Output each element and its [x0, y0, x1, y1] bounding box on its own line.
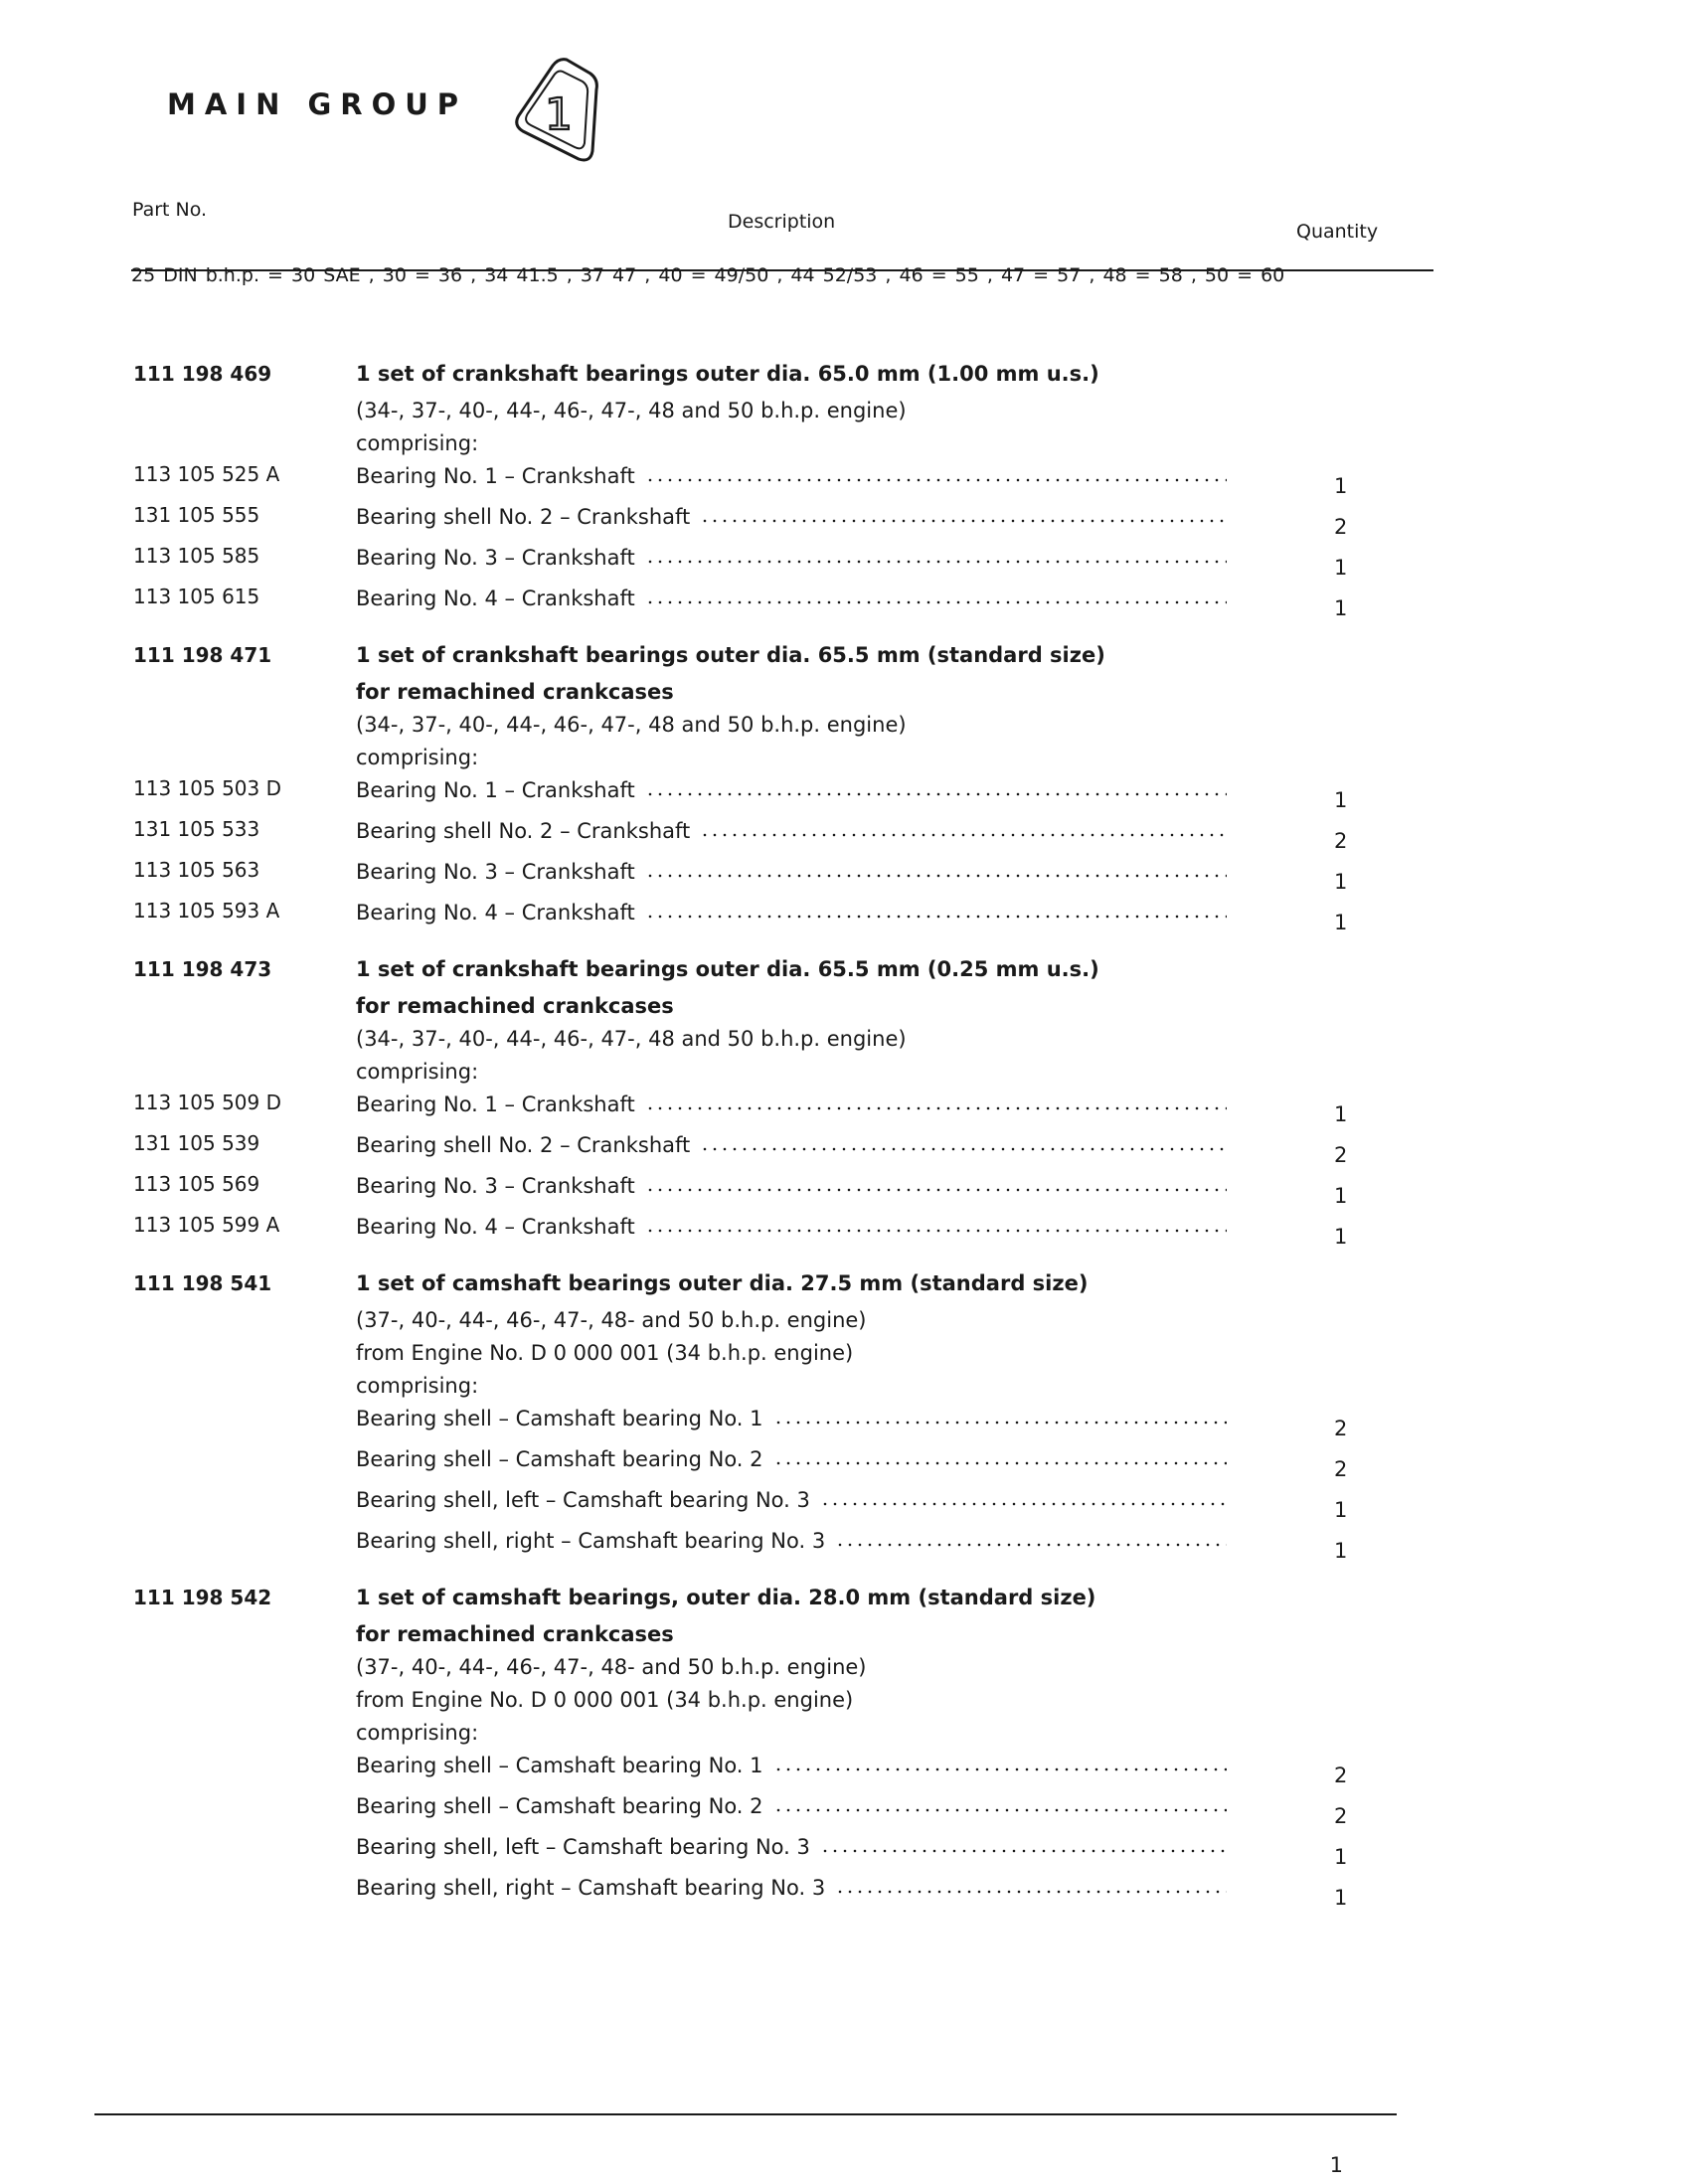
dot-leader	[645, 874, 1227, 878]
item-part-number: 113 105 593 A	[133, 899, 280, 923]
item-description-leader	[356, 1447, 1227, 1471]
item-description-leader	[356, 901, 1227, 924]
item-description-leader	[356, 1835, 1227, 1859]
part-row	[111, 1484, 1384, 1525]
bearing-set	[111, 1271, 1384, 1566]
item-description: Bearing No. 4 – Crankshaft	[356, 1215, 635, 1239]
dot-leader	[645, 560, 1227, 564]
bearing-set	[111, 1586, 1384, 1913]
part-row	[111, 1525, 1384, 1566]
item-quantity: 1	[1334, 788, 1348, 812]
item-description-leader	[356, 587, 1227, 610]
column-part-no: Part No.	[132, 199, 208, 221]
dot-leader	[700, 519, 1227, 523]
set-title: 1 set of camshaft bearings outer dia. 27.5 mm (standard size)	[356, 1271, 1089, 1295]
item-quantity: 2	[1334, 1804, 1348, 1828]
set-header	[111, 362, 1384, 395]
part-row	[111, 1403, 1384, 1443]
item-description: Bearing No. 1 – Crankshaft	[356, 464, 635, 488]
column-quantity: Quantity	[1296, 221, 1379, 243]
group-number: 1	[545, 89, 573, 140]
part-row	[111, 856, 1384, 897]
hp-equivalents: 25 DIN b.h.p. = 30 SAE , 30 = 36 , 34 41.5 , 37 47 , 40 = 49/50 , 44 52/53 , 46 = 55 , 47 = 57 , 48 = 58 , 50 = 60	[131, 264, 1285, 286]
item-part-number: 113 105 585	[133, 544, 260, 568]
item-description: Bearing shell No. 2 – Crankshaft	[356, 1133, 691, 1157]
set-note: (34-, 37-, 40-, 44-, 46-, 47-, 48 and 50 b.h.p. engine)	[356, 1027, 907, 1051]
set-note: (34-, 37-, 40-, 44-, 46-, 47-, 48 and 50 b.h.p. engine)	[356, 713, 907, 737]
item-quantity: 2	[1334, 829, 1348, 853]
set-part-number: 111 198 473	[133, 957, 272, 981]
dot-leader	[645, 1188, 1227, 1192]
part-row	[111, 897, 1384, 937]
part-row	[111, 1170, 1384, 1211]
dot-leader	[835, 1890, 1227, 1894]
item-description-leader	[356, 1754, 1227, 1777]
item-description-leader	[356, 1133, 1227, 1157]
part-row	[111, 1211, 1384, 1252]
page-number: 1	[1329, 2153, 1343, 2177]
set-header	[111, 957, 1384, 990]
item-description: Bearing No. 3 – Crankshaft	[356, 1174, 635, 1198]
group-number-badge	[509, 56, 600, 167]
item-quantity: 1	[1334, 1184, 1348, 1208]
set-header	[111, 643, 1384, 676]
dot-leader	[835, 1543, 1227, 1547]
footer-rule	[94, 2113, 1397, 2115]
set-subtitle: for remachined crankcases	[356, 1622, 674, 1646]
item-quantity: 1	[1334, 1498, 1348, 1522]
item-description: Bearing No. 3 – Crankshaft	[356, 860, 635, 884]
set-title: 1 set of camshaft bearings, outer dia. 28.0 mm (standard size)	[356, 1586, 1096, 1609]
part-row	[111, 501, 1384, 542]
set-note: comprising:	[356, 746, 479, 769]
dot-leader	[645, 915, 1227, 919]
item-quantity: 1	[1334, 1539, 1348, 1563]
item-quantity: 2	[1334, 515, 1348, 539]
bearing-set	[111, 957, 1384, 1252]
item-description-leader	[356, 819, 1227, 843]
page-title: MAIN GROUP	[167, 87, 468, 121]
dot-leader	[820, 1502, 1227, 1506]
item-part-number: 113 105 509 D	[133, 1091, 281, 1114]
part-row	[111, 1831, 1384, 1872]
dot-leader	[645, 1106, 1227, 1110]
item-quantity: 1	[1334, 1225, 1348, 1249]
dot-leader	[700, 833, 1227, 837]
item-description: Bearing shell, left – Camshaft bearing No. 3	[356, 1488, 810, 1512]
item-description: Bearing shell No. 2 – Crankshaft	[356, 505, 691, 529]
item-part-number: 113 105 569	[133, 1172, 260, 1196]
item-quantity: 2	[1334, 1457, 1348, 1481]
set-note: (37-, 40-, 44-, 46-, 47-, 48- and 50 b.h.p. engine)	[356, 1655, 867, 1679]
set-title: 1 set of crankshaft bearings outer dia. 65.5 mm (standard size)	[356, 643, 1105, 667]
set-subtitle: for remachined crankcases	[356, 994, 674, 1018]
item-quantity: 1	[1334, 911, 1348, 934]
item-description: Bearing No. 4 – Crankshaft	[356, 587, 635, 610]
item-part-number: 113 105 615	[133, 585, 260, 608]
item-description: Bearing shell No. 2 – Crankshaft	[356, 819, 691, 843]
item-description: Bearing No. 4 – Crankshaft	[356, 901, 635, 924]
set-header	[111, 1271, 1384, 1304]
item-description: Bearing No. 1 – Crankshaft	[356, 1092, 635, 1116]
dot-leader	[773, 1421, 1227, 1425]
part-row	[111, 1872, 1384, 1913]
item-description: Bearing shell – Camshaft bearing No. 1	[356, 1754, 763, 1777]
item-description: Bearing shell – Camshaft bearing No. 2	[356, 1794, 763, 1818]
set-part-number: 111 198 542	[133, 1586, 272, 1609]
dot-leader	[773, 1808, 1227, 1812]
item-description-leader	[356, 1876, 1227, 1900]
set-subtitle: for remachined crankcases	[356, 680, 674, 704]
set-title: 1 set of crankshaft bearings outer dia. 65.5 mm (0.25 mm u.s.)	[356, 957, 1099, 981]
set-part-number: 111 198 469	[133, 362, 272, 386]
set-note: (34-, 37-, 40-, 44-, 46-, 47-, 48 and 50 b.h.p. engine)	[356, 399, 907, 422]
item-quantity: 1	[1334, 1886, 1348, 1910]
dot-leader	[773, 1461, 1227, 1465]
bearing-set	[111, 643, 1384, 937]
item-description-leader	[356, 1794, 1227, 1818]
item-description-leader	[356, 546, 1227, 570]
column-description: Description	[728, 211, 836, 233]
part-row	[111, 815, 1384, 856]
item-quantity: 2	[1334, 1143, 1348, 1167]
bearing-sets	[111, 362, 1384, 1932]
item-quantity: 2	[1334, 1764, 1348, 1787]
item-description-leader	[356, 778, 1227, 802]
set-note: comprising:	[356, 431, 479, 455]
item-description-leader	[356, 1215, 1227, 1239]
part-row	[111, 1443, 1384, 1484]
item-description-leader	[356, 860, 1227, 884]
item-quantity: 1	[1334, 556, 1348, 580]
item-quantity: 1	[1334, 596, 1348, 620]
part-row	[111, 1790, 1384, 1831]
set-title: 1 set of crankshaft bearings outer dia. 65.0 mm (1.00 mm u.s.)	[356, 362, 1099, 386]
item-quantity: 1	[1334, 870, 1348, 894]
item-quantity: 2	[1334, 1417, 1348, 1440]
set-header	[111, 1586, 1384, 1618]
set-note: from Engine No. D 0 000 001 (34 b.h.p. engine)	[356, 1688, 854, 1712]
item-quantity: 1	[1334, 1102, 1348, 1126]
set-note: comprising:	[356, 1374, 479, 1398]
dot-leader	[820, 1849, 1227, 1853]
item-description: Bearing shell – Camshaft bearing No. 1	[356, 1407, 763, 1430]
set-note: from Engine No. D 0 000 001 (34 b.h.p. engine)	[356, 1341, 854, 1365]
item-description-leader	[356, 1092, 1227, 1116]
dot-leader	[773, 1767, 1227, 1771]
item-description: Bearing shell, right – Camshaft bearing No. 3	[356, 1876, 826, 1900]
part-row	[111, 1089, 1384, 1129]
part-row	[111, 542, 1384, 583]
item-description: Bearing No. 3 – Crankshaft	[356, 546, 635, 570]
item-quantity: 1	[1334, 474, 1348, 498]
item-part-number: 113 105 599 A	[133, 1213, 280, 1237]
item-description: Bearing shell – Camshaft bearing No. 2	[356, 1447, 763, 1471]
item-description: Bearing No. 1 – Crankshaft	[356, 778, 635, 802]
part-row	[111, 774, 1384, 815]
item-part-number: 131 105 555	[133, 503, 260, 527]
part-row	[111, 1129, 1384, 1170]
item-description-leader	[356, 1407, 1227, 1430]
item-description-leader	[356, 1488, 1227, 1512]
item-description-leader	[356, 464, 1227, 488]
item-part-number: 113 105 563	[133, 858, 260, 882]
item-part-number: 131 105 533	[133, 817, 260, 841]
item-part-number: 113 105 525 A	[133, 462, 280, 486]
part-row	[111, 460, 1384, 501]
dot-leader	[645, 478, 1227, 482]
item-quantity: 1	[1334, 1845, 1348, 1869]
set-note: (37-, 40-, 44-, 46-, 47-, 48- and 50 b.h.p. engine)	[356, 1308, 867, 1332]
dot-leader	[700, 1147, 1227, 1151]
item-part-number: 113 105 503 D	[133, 776, 281, 800]
item-description-leader	[356, 1529, 1227, 1553]
item-description: Bearing shell, right – Camshaft bearing No. 3	[356, 1529, 826, 1553]
set-note: comprising:	[356, 1060, 479, 1084]
bearing-set	[111, 362, 1384, 623]
item-description-leader	[356, 1174, 1227, 1198]
set-part-number: 111 198 471	[133, 643, 272, 667]
item-part-number: 131 105 539	[133, 1131, 260, 1155]
dot-leader	[645, 600, 1227, 604]
dot-leader	[645, 1229, 1227, 1233]
item-description: Bearing shell, left – Camshaft bearing No. 3	[356, 1835, 810, 1859]
part-row	[111, 583, 1384, 623]
dot-leader	[645, 792, 1227, 796]
part-row	[111, 1750, 1384, 1790]
set-part-number: 111 198 541	[133, 1271, 272, 1295]
item-description-leader	[356, 505, 1227, 529]
set-note: comprising:	[356, 1721, 479, 1745]
